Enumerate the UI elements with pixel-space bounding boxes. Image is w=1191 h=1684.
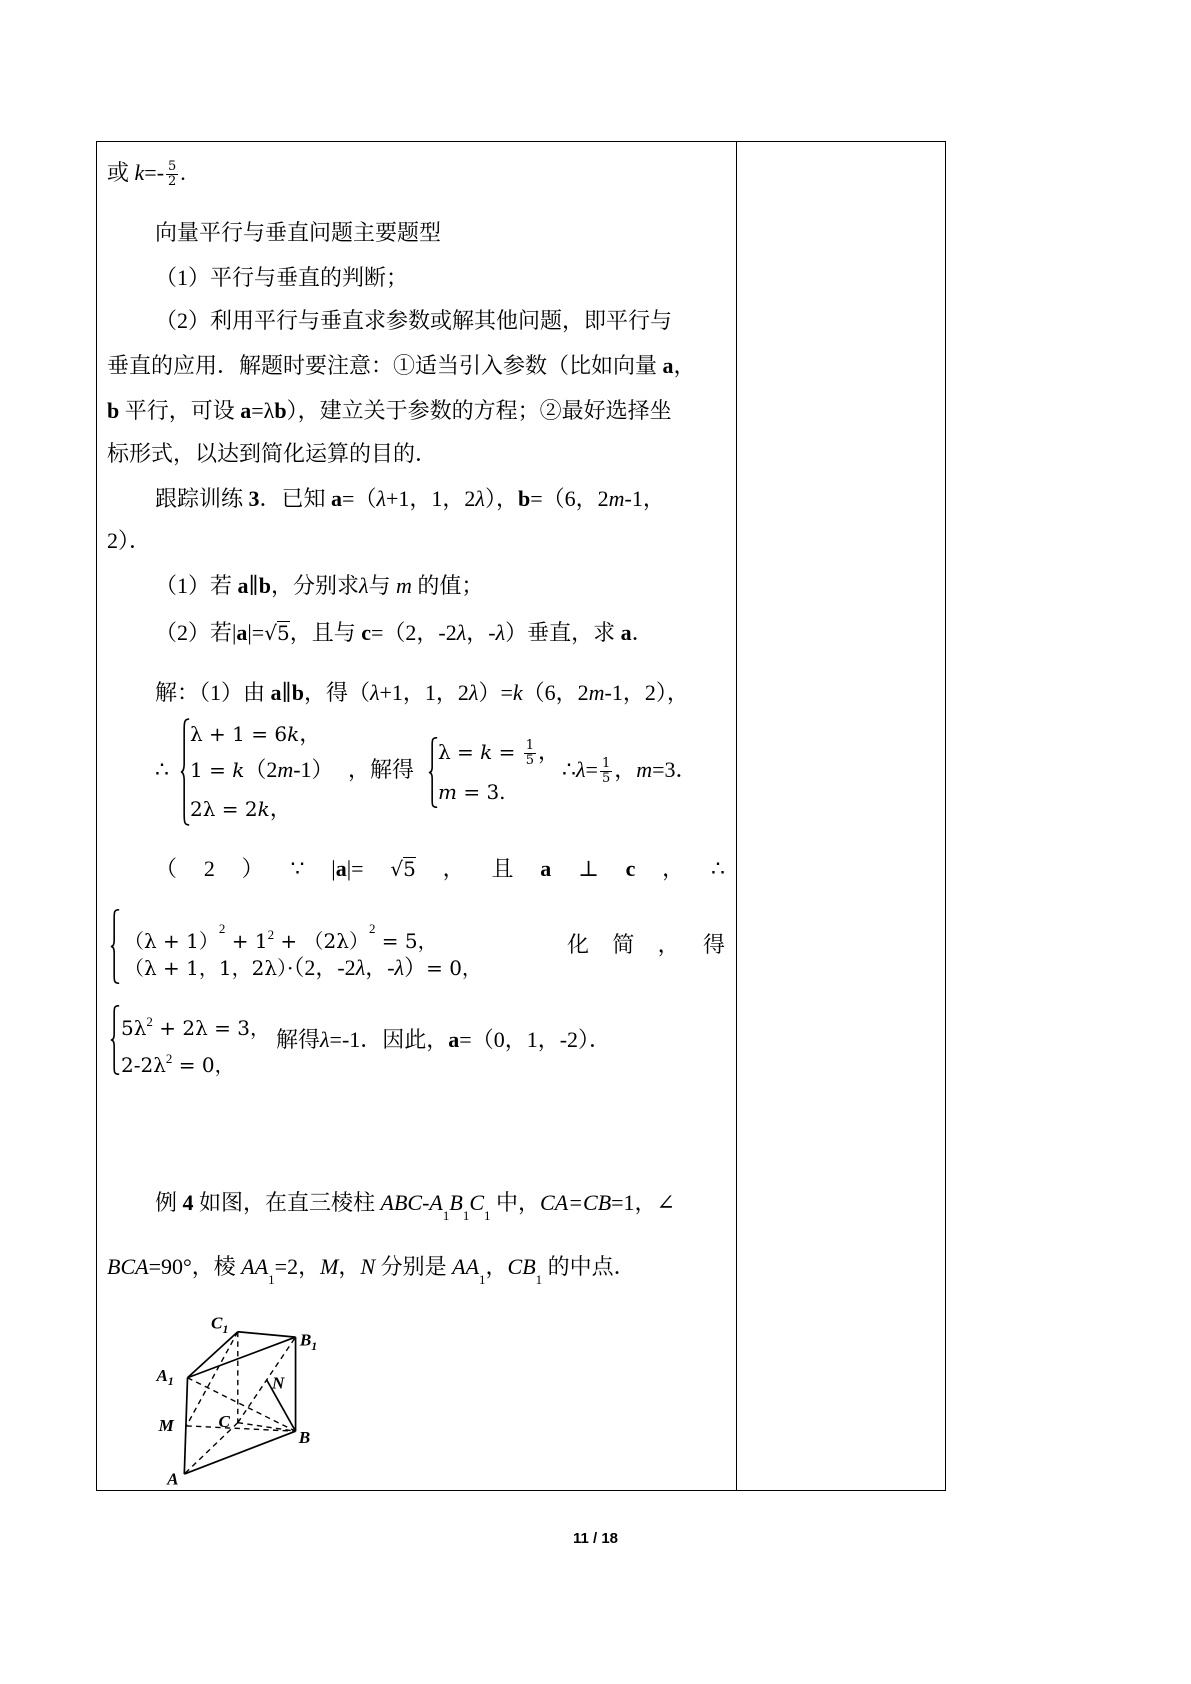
text-run: 与 xyxy=(368,573,396,598)
italic-variable: m xyxy=(608,486,625,511)
text-run: - xyxy=(422,1190,430,1215)
text-run: ）垂直，求 xyxy=(505,620,621,645)
bold-vector: b xyxy=(107,398,120,423)
text-run: =3． xyxy=(652,757,698,782)
italic-variable: λ xyxy=(355,955,366,980)
subscript: 1 xyxy=(442,1208,450,1223)
exercise-statement-line-1 xyxy=(155,484,665,514)
bold-vector: b xyxy=(291,680,304,705)
math-run: 2λ = 2 xyxy=(190,797,258,821)
bold-vector: a xyxy=(270,680,282,705)
text-run: （2 xyxy=(244,757,278,782)
text-run: = xyxy=(585,757,598,782)
text-run: 如图，在直三棱柱 xyxy=(193,1190,381,1215)
italic-variable: λ xyxy=(369,680,380,705)
system3-equation-1 xyxy=(124,914,438,956)
italic-variable: m xyxy=(588,680,605,705)
radicand: 5 xyxy=(276,621,290,645)
edge-a-b xyxy=(184,1431,295,1474)
text-run: 的中点． xyxy=(542,1254,636,1279)
text-run: =1，∠ xyxy=(611,1190,675,1215)
text-run: ，且与 xyxy=(289,620,362,645)
italic-variable: ABC xyxy=(380,1190,423,1215)
text-run: 的值； xyxy=(411,573,484,598)
summary-title: 向量平行与垂直问题主要题型 xyxy=(155,220,442,245)
text-run: ） xyxy=(404,955,427,980)
italic-variable: λ xyxy=(320,1027,330,1052)
label-subscript: 1 xyxy=(311,1339,318,1353)
text-run: ， xyxy=(538,739,561,764)
text-run: ∥ xyxy=(281,680,292,705)
segment-c-b1 xyxy=(238,1337,296,1423)
prism-solid-edges xyxy=(184,1332,295,1474)
text-run: 简 xyxy=(612,932,635,957)
text-run: ，- xyxy=(466,620,496,645)
bold-vector: b xyxy=(274,398,287,423)
text-run: 跟踪训练 xyxy=(155,486,249,511)
italic-variable: C xyxy=(469,1190,485,1215)
exercise-statement-line-2: 2）． xyxy=(107,528,152,553)
edge-a1-b1 xyxy=(188,1337,296,1378)
text-run: ， xyxy=(485,1254,508,1279)
summary-item-2-line-2 xyxy=(107,351,696,381)
text-run: =（0，1，-2）． xyxy=(459,1027,612,1052)
fraction xyxy=(600,757,612,786)
bold-vector: a xyxy=(236,620,248,645)
italic-variable: λ xyxy=(358,573,369,598)
simplify-word xyxy=(567,930,725,960)
text-run: 平行，可设 xyxy=(119,398,241,423)
summary-item-2-line-1: （2）利用平行与垂直求参数或解其他问题，即平行与 xyxy=(155,308,673,333)
text-run: =（ xyxy=(342,486,377,511)
label-subscript: 1 xyxy=(167,1375,174,1389)
radical-sign: √ xyxy=(264,621,277,645)
text-run: 且 xyxy=(491,856,514,881)
text-run: ） xyxy=(241,856,264,881)
text-run: . xyxy=(180,160,186,185)
label-n: N xyxy=(272,1373,285,1393)
italic-variable: λ xyxy=(576,757,586,782)
system4-equation-1 xyxy=(121,1007,270,1043)
exercise-number: 3 xyxy=(248,486,260,511)
text-run: 得 xyxy=(702,932,725,957)
italic-variable: AA xyxy=(241,1254,269,1279)
edge-c1-b1 xyxy=(238,1332,296,1337)
text-run: ， xyxy=(442,856,465,881)
text-run: ， xyxy=(299,721,322,746)
math-run: （λ + 1，1，2λ）· xyxy=(124,956,294,980)
fraction-denominator: 5 xyxy=(601,771,611,787)
result-2 xyxy=(276,1025,611,1055)
system1-equation-3 xyxy=(190,794,292,824)
math-run: λ = xyxy=(438,740,481,764)
superscript: 2 xyxy=(267,927,275,942)
italic-variable: λ xyxy=(394,955,405,980)
bold-vector: a xyxy=(620,620,632,645)
bold-vector: a xyxy=(448,1027,460,1052)
math-run: λ + 1 = 6 xyxy=(190,722,288,746)
math-run: + （2λ） xyxy=(274,929,369,953)
text-run: = xyxy=(568,1190,584,1215)
example-number: 4 xyxy=(182,1190,194,1215)
therefore-symbol: ∴ xyxy=(562,757,576,782)
summary-item-2-line-3 xyxy=(107,396,672,426)
text-run: （ xyxy=(155,856,178,881)
because-symbol: ∵ xyxy=(290,856,305,881)
perpendicular-symbol: ⊥ xyxy=(578,856,599,881)
solution-line-2 xyxy=(155,854,725,884)
system2-equation-1 xyxy=(438,737,560,768)
text-run: （2）若| xyxy=(155,620,237,645)
label-b: B xyxy=(298,1428,311,1447)
label-letter: C xyxy=(211,1313,223,1333)
italic-variable: k xyxy=(257,797,270,821)
column-divider xyxy=(736,142,737,1490)
bold-vector: a xyxy=(662,353,674,378)
text-run: 化 xyxy=(567,932,590,957)
text-run: +1，1，2 xyxy=(379,680,469,705)
italic-variable: BCA xyxy=(107,1254,149,1279)
bold-vector: a xyxy=(237,573,249,598)
superscript: 2 xyxy=(146,1014,153,1029)
math-run: 2-2λ xyxy=(121,1053,166,1077)
text-run: =（6，2 xyxy=(530,486,609,511)
italic-variable: m xyxy=(396,573,412,598)
label-m: M xyxy=(158,1416,174,1436)
bold-vector: c xyxy=(625,856,636,881)
superscript: 2 xyxy=(218,921,226,936)
italic-variable: k xyxy=(134,160,145,185)
subscript: 1 xyxy=(479,1272,486,1287)
text-run: 或 xyxy=(107,160,135,185)
system1-equation-2 xyxy=(190,755,334,785)
italic-variable: M xyxy=(320,1254,339,1279)
text-run: =90°，棱 xyxy=(148,1254,242,1279)
math-run: 1 = xyxy=(190,758,233,782)
text-run: ∥ xyxy=(248,573,259,598)
edge-a1-c1 xyxy=(188,1332,238,1378)
text-run: |= xyxy=(247,620,265,645)
text-run: ， xyxy=(269,796,292,821)
italic-variable: k xyxy=(232,758,245,782)
left-brace xyxy=(180,718,190,826)
system1-equation-1 xyxy=(190,719,321,749)
result-1 xyxy=(562,755,698,786)
math-run: = 3. xyxy=(456,780,506,804)
label-subscript: 1 xyxy=(222,1322,229,1336)
exercise-question-1 xyxy=(155,571,483,601)
text-run: =λ xyxy=(251,398,275,423)
bold-vector: a xyxy=(540,856,552,881)
abs-group xyxy=(331,854,363,884)
label-c1 xyxy=(211,1314,228,1336)
text-run: 垂直的应用．解题时要注意：①适当引入参数（比如向量 xyxy=(107,353,663,378)
italic-variable: A xyxy=(429,1190,443,1215)
italic-variable: CB xyxy=(583,1190,612,1215)
bold-vector: b xyxy=(517,486,531,511)
fraction-denominator: 5 xyxy=(525,753,535,769)
left-brace xyxy=(110,909,120,984)
text-run: ， xyxy=(614,757,637,782)
math-run: = 0， xyxy=(426,956,482,980)
text-run: | xyxy=(331,856,336,881)
math-run: + 1 xyxy=(225,929,268,953)
fraction-numerator: 5 xyxy=(168,159,177,175)
math-run: = 5， xyxy=(375,929,438,953)
subscript: 1 xyxy=(535,1272,543,1287)
bold-vector: b xyxy=(258,573,271,598)
bold-vector: a xyxy=(331,486,343,511)
system3-equation-2 xyxy=(124,953,482,983)
text-run: 解得 xyxy=(276,1027,321,1052)
italic-variable: λ xyxy=(456,620,467,645)
text-run: ，分别求 xyxy=(270,573,359,598)
text-run: -1） xyxy=(293,757,334,782)
therefore-symbol: ∴ xyxy=(711,856,725,881)
label-a: A xyxy=(167,1469,179,1489)
text-run: -1，2）， xyxy=(604,680,689,705)
text-run: 中， xyxy=(490,1190,541,1215)
text-run: ，得（ xyxy=(303,680,370,705)
radicand: 5 xyxy=(403,857,416,881)
bold-vector: a xyxy=(240,398,252,423)
left-brace xyxy=(110,1005,120,1075)
prism-figure xyxy=(150,1305,332,1489)
italic-variable: AA xyxy=(452,1254,480,1279)
summary-item-2-line-4: 标形式，以达到简化运算的目的． xyxy=(107,441,438,466)
bold-vector: c xyxy=(361,620,371,645)
text-run: （2，-2 xyxy=(293,955,356,980)
italic-variable: m xyxy=(636,757,653,782)
superscript: 2 xyxy=(165,1051,173,1066)
text-run: ）= xyxy=(478,680,513,705)
text-run: 解：（1）由 xyxy=(155,680,271,705)
page-number: 11 / 18 xyxy=(572,1530,619,1547)
fraction xyxy=(524,739,536,768)
text-run: ， xyxy=(657,932,680,957)
label-a1 xyxy=(155,1366,173,1388)
math-run: 5λ xyxy=(121,1016,147,1040)
math-run: + 2λ = 3， xyxy=(152,1016,270,1040)
text-run: +1，1，2 xyxy=(385,486,476,511)
italic-variable: m xyxy=(438,780,457,804)
subscript: 1 xyxy=(268,1272,275,1287)
summary-item-1: （1）平行与垂直的判断； xyxy=(155,265,409,290)
solution-line-1 xyxy=(155,678,689,708)
system4-equation-2 xyxy=(121,1044,235,1080)
math-run: = xyxy=(492,740,522,764)
italic-variable: λ xyxy=(468,680,479,705)
text-run: ，- xyxy=(365,955,395,980)
text-run: ）， xyxy=(484,486,518,511)
text-run: ， xyxy=(673,353,696,378)
system2-equation-2 xyxy=(438,777,506,807)
text-run: =（2，-2 xyxy=(370,620,457,645)
math-run: （λ + 1） xyxy=(124,929,219,953)
solve-word: ，解得 xyxy=(348,757,415,782)
text-run: =2， xyxy=(274,1254,321,1279)
previous-answer-line xyxy=(107,158,186,189)
text-run: =-1．因此， xyxy=(329,1027,449,1052)
italic-variable: λ xyxy=(475,486,485,511)
text-run: ， xyxy=(338,1254,361,1279)
label-b1 xyxy=(299,1331,317,1353)
text-run: ． xyxy=(631,620,654,645)
text-run: ），建立关于参数的方程；②最好选择坐 xyxy=(286,398,672,423)
italic-variable: N xyxy=(360,1254,376,1279)
bold-vector: a xyxy=(335,856,347,881)
subscript: 1 xyxy=(484,1208,491,1223)
fraction-denominator: 2 xyxy=(168,174,177,190)
italic-variable: k xyxy=(287,722,300,746)
subscript: 1 xyxy=(462,1208,470,1223)
italic-variable: m xyxy=(277,757,294,782)
superscript: 2 xyxy=(368,921,376,936)
text-run: 例 xyxy=(155,1190,183,1215)
fraction-numerator: 1 xyxy=(525,738,535,754)
italic-variable: B xyxy=(449,1190,463,1215)
text-run: ．已知 xyxy=(259,486,332,511)
segment-c1-m xyxy=(186,1332,237,1426)
italic-variable: λ xyxy=(495,620,506,645)
label-letter: B xyxy=(299,1330,312,1350)
text-run: ， xyxy=(662,856,685,881)
fraction-numerator: 1 xyxy=(601,756,611,772)
italic-variable: k xyxy=(512,680,523,705)
italic-variable: k xyxy=(480,740,493,764)
math-run: = 0， xyxy=(172,1053,235,1077)
example4-line-1 xyxy=(155,1188,675,1231)
text-run: （1）若 xyxy=(155,573,238,598)
exercise-question-2 xyxy=(155,618,654,648)
text-run: 分别是 xyxy=(375,1254,453,1279)
text-run: 2 xyxy=(203,856,215,881)
text-run: =- xyxy=(144,160,165,185)
label-letter: A xyxy=(156,1365,168,1385)
label-c: C xyxy=(218,1411,230,1431)
radical-sign: √ xyxy=(390,857,404,881)
italic-variable: CB xyxy=(507,1254,536,1279)
left-brace xyxy=(428,737,438,808)
fraction xyxy=(166,160,178,189)
sqrt-group xyxy=(390,854,415,884)
text-run: |= xyxy=(346,856,364,881)
text-run: -1， xyxy=(624,486,665,511)
italic-variable: λ xyxy=(376,486,386,511)
text-run: （6，2 xyxy=(522,680,589,705)
example4-line-2 xyxy=(107,1252,636,1295)
therefore-symbol: ∴ xyxy=(155,757,169,782)
italic-variable: CA xyxy=(540,1190,569,1215)
